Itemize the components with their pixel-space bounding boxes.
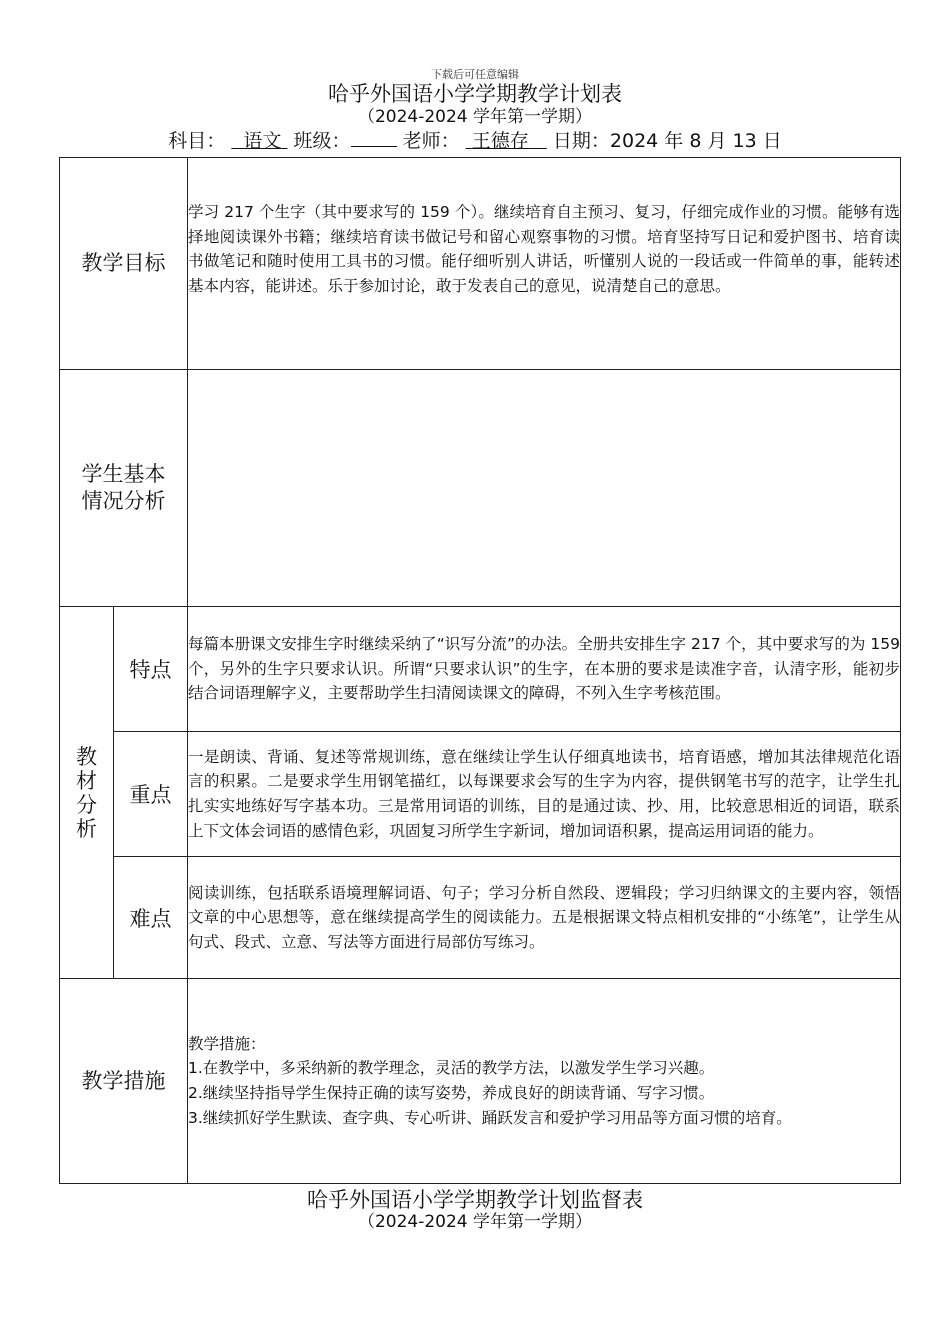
- date-label: 日期：: [552, 130, 610, 152]
- measures-label: 教学措施: [60, 979, 188, 1184]
- goals-content: [188, 158, 901, 370]
- plan-table: [59, 157, 901, 1184]
- students-content: [188, 370, 901, 607]
- watermark-text: 下载后可任意编辑: [431, 68, 519, 81]
- class-value: [351, 128, 397, 147]
- key-text: 一是朗读、背诵、复述等常规训练，意在继续让学生认仔细真地读书，培育语感，增加其法律规范化语言的积累。二是要求学生用钢笔描红，以每课要求会写的生字为内容，提供钢笔书写的范字，让学生扎扎实实地练好写字基本功。三是常用词语的训练，目的是通过读、抄、用，比较意思相近的词语，联系上下文体会词语的感情色彩，巩固复习所学生字新词，增加词语积累，提高运用词语的能力。: [188, 747, 900, 840]
- meta-line: [0, 128, 950, 154]
- difficult-row: [60, 857, 901, 979]
- materials-label-cell: [60, 607, 114, 979]
- key-label: 重点: [114, 732, 188, 857]
- class-label: 班级：: [293, 130, 351, 152]
- subject-value: 语文: [243, 130, 282, 152]
- difficult-content: [188, 857, 901, 979]
- difficult-text: 阅读训练，包括联系语境理解词语、句子；学习分析自然段、逻辑段；学习归纳课文的主要内容，领悟文章的中心思想等，意在继续提高学生的阅读能力。五是根据课文特点相机安排的“小练笔”，让学生从句式、段式、立意、写法等方面进行局部仿写练习。: [188, 883, 900, 951]
- measures-item: 1.在教学中，多采纳新的教学理念，灵活的教学方法，以激发学生学习兴趣。: [188, 1059, 715, 1078]
- features-row: [60, 607, 901, 732]
- term-subtitle: （2024-2024 学年第一学期）: [357, 107, 593, 127]
- features-label: 特点: [114, 607, 188, 732]
- key-row: [60, 732, 901, 857]
- features-content: [188, 607, 901, 732]
- footer-term: （2024-2024 学年第一学期）: [357, 1212, 593, 1232]
- teacher-label: 老师：: [402, 130, 460, 152]
- difficult-label: 难点: [114, 857, 188, 979]
- materials-label: 教材分析: [76, 744, 97, 841]
- document-title: 哈乎外国语小学学期教学计划表: [328, 82, 622, 106]
- goals-row: [60, 158, 901, 370]
- measures-content: [188, 979, 901, 1184]
- date-value: 2024 年 8 月 13 日: [609, 130, 782, 152]
- measures-title: 教学措施：: [188, 1034, 266, 1053]
- measures-item: 2.继续坚持指导学生保持正确的读写姿势，养成良好的朗读背诵、写字习惯。: [188, 1084, 715, 1102]
- students-label-cell: [60, 370, 188, 607]
- measures-item: 3.继续抓好学生默读、查字典、专心听讲、踊跃发言和爱护学习用品等方面习惯的培育。: [188, 1108, 792, 1127]
- students-label: 学生基本情况分析: [81, 462, 166, 513]
- subject-label: 科目：: [168, 130, 226, 152]
- goals-label: 教学目标: [60, 158, 188, 370]
- measures-row: [60, 979, 901, 1184]
- footer-title: 哈乎外国语小学学期教学计划监督表: [307, 1188, 643, 1212]
- features-text: 每篇本册课文安排生字时继续采纳了“识写分流”的办法。全册共安排生字 217 个，其中要求写的为 159 个，另外的生字只要求认识。所谓“只要求认识”的生字，在本册的要求是读准字音，认清字形，能初步结合词语理解字义，主要帮助学生扫清阅读课文的障碍，不列入生字考核范围。: [188, 635, 900, 703]
- key-content: [188, 732, 901, 857]
- goals-text: 学习 217 个生字（其中要求写的 159 个）。继续培育自主预习、复习，仔细完成作业的习惯。能够有选择地阅读课外书籍；继续培育读书做记号和留心观察事物的习惯。培育坚持写日记和爱护图书、培育读书做笔记和随时使用工具书的习惯。能仔细听别人讲话，听懂别人说的一段话或一件简单的事，能转述基本内容，能讲述。乐于参加讨论，敢于发表自己的意见，说清楚自己的意思。: [188, 203, 900, 295]
- teacher-value: 王德存: [471, 130, 529, 152]
- students-row: [60, 370, 901, 607]
